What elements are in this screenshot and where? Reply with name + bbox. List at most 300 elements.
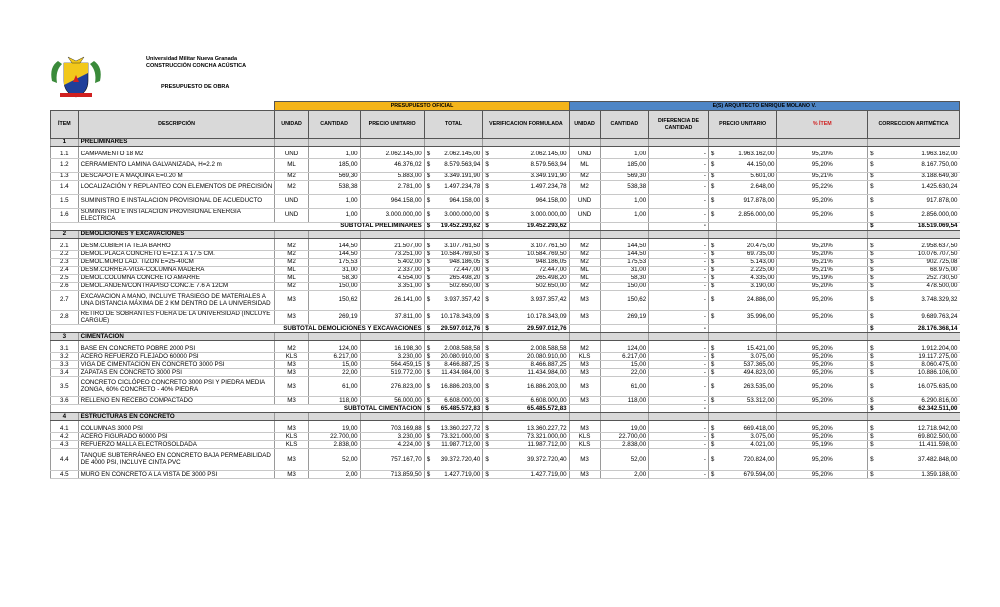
item-unit-2: M2 xyxy=(569,259,600,267)
item-percent: 95,20% xyxy=(777,151,868,159)
item-verification xyxy=(483,353,569,361)
item-unit-price-2 xyxy=(708,181,777,195)
currency-symbol: $ xyxy=(870,368,874,376)
currency-symbol: $ xyxy=(870,432,874,440)
item-total xyxy=(424,243,483,251)
table-row xyxy=(51,159,960,173)
section-header-cell xyxy=(600,139,649,147)
item-quantity-2: 269,19 xyxy=(600,311,649,325)
item-percent: 95,21% xyxy=(777,267,868,275)
subtotal-label: SUBTOTAL CIMENTACION xyxy=(51,405,425,413)
item-correction xyxy=(868,369,960,377)
item-unit-price: 703.169,88 xyxy=(360,425,424,433)
item-number: 2.3 xyxy=(51,259,79,267)
currency-symbol: $ xyxy=(870,282,874,290)
subtotal-verification xyxy=(483,223,569,231)
item-total-value: 3.000.000,00 xyxy=(444,211,481,219)
item-unit-2: M3 xyxy=(569,291,600,311)
item-unit: UND xyxy=(275,195,308,209)
item-unit-price-2-value: 4.335,00 xyxy=(750,274,775,282)
table-row xyxy=(51,181,960,195)
item-quantity-2: 185,00 xyxy=(600,159,649,173)
item-unit: M2 xyxy=(275,283,308,291)
item-quantity: 1,00 xyxy=(308,195,360,209)
item-quantity-2: 22,00 xyxy=(600,369,649,377)
item-number: 2.2 xyxy=(51,251,79,259)
item-total-value: 3.937.357,42 xyxy=(444,296,481,304)
item-number: 3.2 xyxy=(51,353,79,361)
item-correction xyxy=(868,259,960,267)
item-quantity-2: 22.700,00 xyxy=(600,433,649,441)
item-unit-price-2-value: 35.996,00 xyxy=(746,313,775,321)
currency-symbol: $ xyxy=(485,368,489,376)
item-total xyxy=(424,283,483,291)
currency-symbol: $ xyxy=(870,404,874,412)
currency-symbol: $ xyxy=(870,161,874,169)
item-quantity-difference: - xyxy=(649,311,709,325)
currency-symbol: $ xyxy=(870,382,874,390)
item-description: DEMOL.COLUMNA CONCRETO AMARRE xyxy=(78,275,275,283)
item-unit-price-2-value: 44.150,00 xyxy=(746,161,775,169)
section-header-cell xyxy=(777,139,868,147)
item-correction xyxy=(868,449,960,471)
item-quantity: 52,00 xyxy=(308,449,360,471)
item-percent: 95,20% xyxy=(777,449,868,471)
currency-symbol: $ xyxy=(710,161,715,169)
item-verification-value: 13.360.227,72 xyxy=(527,425,567,432)
table-row xyxy=(51,283,960,291)
currency-symbol: $ xyxy=(485,266,489,274)
university-name: Universidad Militar Nueva Granada xyxy=(146,56,238,62)
currency-symbol: $ xyxy=(710,197,715,205)
item-number: 1.5 xyxy=(51,195,79,209)
item-percent: 95,21% xyxy=(777,173,868,181)
subtotal-difference: - xyxy=(649,223,709,231)
item-quantity-2: 124,00 xyxy=(600,345,649,353)
item-unit-price: 757.167,70 xyxy=(360,449,424,471)
item-unit-price: 56.000,00 xyxy=(360,397,424,405)
item-unit: M2 xyxy=(275,243,308,251)
currency-symbol: $ xyxy=(485,455,489,463)
item-description: DESM.CUBIERTA TEJA BARRO xyxy=(78,243,275,251)
budget-table xyxy=(50,101,960,479)
official-budget-band: PRESUPUESTO OFICIAL xyxy=(275,102,569,111)
item-percent: 95,20% xyxy=(777,243,868,251)
subtotal-empty xyxy=(569,223,600,231)
item-quantity-2: 2.838,00 xyxy=(600,441,649,449)
item-quantity: 6.217,00 xyxy=(308,353,360,361)
col-header-total: TOTAL xyxy=(424,111,483,139)
item-quantity-2: 19,00 xyxy=(600,425,649,433)
item-correction xyxy=(868,291,960,311)
section-header-cell xyxy=(649,333,709,341)
currency-symbol: $ xyxy=(485,197,489,205)
item-total-value: 16.886.203,00 xyxy=(440,382,481,390)
item-correction xyxy=(868,377,960,397)
item-description: RELLENO EN RECEBO COMPACTADO xyxy=(78,397,275,405)
item-correction-value: 9.689.763,24 xyxy=(921,313,958,321)
item-correction xyxy=(868,159,960,173)
item-description: LOCALIZACIÓN Y REPLANTEO CON ELEMENTOS DE PRECISIÓN xyxy=(78,181,275,195)
university-logo xyxy=(46,55,106,101)
section-number: 3 xyxy=(51,333,79,341)
item-verification-value: 3.000.000,00 xyxy=(530,211,567,219)
column-header-row xyxy=(51,111,960,139)
item-unit-price-2-value: 1.963.162,00 xyxy=(738,151,775,158)
table-row xyxy=(51,345,960,353)
item-unit-price-2 xyxy=(708,425,777,433)
col-header-description: DESCRIPCIÓN xyxy=(78,111,275,139)
item-verification-value: 3.107.761,50 xyxy=(530,243,567,250)
subtotal-row xyxy=(51,223,960,231)
section-title: ESTRUCTURAS EN CONCRETO xyxy=(78,413,275,421)
item-unit-price-2-value: 537.365,00 xyxy=(743,360,775,368)
item-unit-price: 21.507,00 xyxy=(360,243,424,251)
item-total-value: 3.349.191,90 xyxy=(444,172,481,180)
subtotal-difference: - xyxy=(649,405,709,413)
item-quantity: 31,00 xyxy=(308,267,360,275)
col-header-unit-2: UNIDAD xyxy=(569,111,600,139)
item-number: 1.3 xyxy=(51,173,79,181)
item-description: SUMINISTRO E INSTALACION PROVISIONAL DE ACUEDUCTO xyxy=(78,195,275,209)
item-verification-value: 10.178.343,09 xyxy=(527,313,567,321)
currency-symbol: $ xyxy=(870,352,874,360)
item-unit-price-2 xyxy=(708,471,777,479)
currency-symbol: $ xyxy=(485,282,489,290)
item-correction-value: 3.748.329,32 xyxy=(921,296,958,304)
table-row xyxy=(51,173,960,181)
item-unit-price: 276.823,00 xyxy=(360,377,424,397)
currency-symbol: $ xyxy=(426,197,431,205)
item-correction-value: 19.117.275,00 xyxy=(918,352,958,360)
table-row xyxy=(51,441,960,449)
column-group-band xyxy=(51,102,960,111)
item-quantity: 1,00 xyxy=(308,151,360,159)
item-unit-2: ML xyxy=(569,159,600,173)
item-unit-2: M3 xyxy=(569,361,600,369)
item-unit-price: 2.337,00 xyxy=(360,267,424,275)
item-unit-2: KLS xyxy=(569,433,600,441)
subtotal-empty xyxy=(569,325,600,333)
currency-symbol: $ xyxy=(870,183,874,191)
item-unit-2: M2 xyxy=(569,173,600,181)
item-unit-price-2 xyxy=(708,275,777,283)
item-correction xyxy=(868,267,960,275)
item-quantity: 150,00 xyxy=(308,283,360,291)
currency-symbol: $ xyxy=(710,183,715,191)
item-description: DEMOL.PLACA CONCRETO E=12.1 A 17.5 CM. xyxy=(78,251,275,259)
item-quantity-2: 61,00 xyxy=(600,377,649,397)
item-unit: M3 xyxy=(275,361,308,369)
item-description: MURO EN CONCRETO A LA VISTA DE 3000 PSI xyxy=(78,471,275,479)
currency-symbol: $ xyxy=(426,352,431,360)
item-quantity-difference: - xyxy=(649,425,709,433)
currency-symbol: $ xyxy=(710,250,715,258)
currency-symbol: $ xyxy=(426,404,431,412)
table-row xyxy=(51,361,960,369)
currency-symbol: $ xyxy=(485,222,489,230)
item-description: RETIRO DE SOBRANTES FUERA DE LA UNIVERSIDAD (INCLUYE CARGUE) xyxy=(78,311,275,325)
section-header-cell xyxy=(708,333,777,341)
item-number: 2.4 xyxy=(51,267,79,275)
item-total-value: 3.107.761,50 xyxy=(444,243,481,250)
item-total-value: 8.579.563,94 xyxy=(444,161,481,169)
document-title: PRESUPUESTO DE OBRA xyxy=(161,84,230,90)
item-unit-2: KLS xyxy=(569,441,600,449)
item-quantity-difference: - xyxy=(649,243,709,251)
currency-symbol: $ xyxy=(426,440,431,448)
item-percent: 95,19% xyxy=(777,275,868,283)
subtotal-correction-value: 28.176.368,14 xyxy=(917,324,958,332)
subtotal-difference: - xyxy=(649,325,709,333)
item-description: CAMPAMENTO 18 M2 xyxy=(78,151,275,159)
item-verification-value: 3.937.357,42 xyxy=(530,296,567,304)
section-header-cell xyxy=(868,231,960,239)
currency-symbol: $ xyxy=(485,313,489,321)
item-unit-price: 16.198,30 xyxy=(360,345,424,353)
item-verification xyxy=(483,369,569,377)
item-verification-value: 8.466.887,25 xyxy=(530,360,567,368)
item-quantity: 22.700,00 xyxy=(308,433,360,441)
subtotal-label: SUBTOTAL PRELIMINARES xyxy=(51,223,425,231)
item-description: TANQUE SUBTERRÁNEO EN CONCRETO BAJA PERMEABILIDAD DE 4000 PSI, INCLUYE CINTA PVC xyxy=(78,449,275,471)
item-description: COLUMNAS 3000 PSI xyxy=(78,425,275,433)
item-total-value: 39.372.720,40 xyxy=(440,455,481,463)
item-unit-price-2-value: 4.021,00 xyxy=(750,440,775,448)
currency-symbol: $ xyxy=(870,425,874,432)
table-row xyxy=(51,449,960,471)
item-verification-value: 11.434.984,00 xyxy=(527,368,567,376)
item-unit-price: 46.376,02 xyxy=(360,159,424,173)
item-total-value: 1.497.234,78 xyxy=(444,183,481,191)
currency-symbol: $ xyxy=(710,296,715,304)
currency-symbol: $ xyxy=(485,296,489,304)
section-header-cell xyxy=(308,413,360,421)
item-unit-price: 5.402,00 xyxy=(360,259,424,267)
section-header-cell xyxy=(569,139,600,147)
item-unit-price-2 xyxy=(708,369,777,377)
section-header-cell xyxy=(868,413,960,421)
currency-symbol: $ xyxy=(426,345,431,352)
item-unit-price-2 xyxy=(708,345,777,353)
item-percent: 95,20% xyxy=(777,251,868,259)
item-unit-price-2 xyxy=(708,267,777,275)
item-description: ACERO REFUERZO FLEJADO 60000 PSI xyxy=(78,353,275,361)
item-unit-price-2 xyxy=(708,259,777,267)
item-unit: M3 xyxy=(275,291,308,311)
item-unit-price-2-value: 5.143,00 xyxy=(750,258,775,266)
item-unit-price-2-value: 263.535,00 xyxy=(743,382,775,390)
item-quantity-2: 15,00 xyxy=(600,361,649,369)
currency-symbol: $ xyxy=(870,440,874,448)
item-correction-value: 6.290.816,00 xyxy=(921,396,958,404)
subtotal-empty xyxy=(777,405,868,413)
col-header-quantity-2: CANTIDAD xyxy=(600,111,649,139)
subtotal-empty xyxy=(777,325,868,333)
currency-symbol: $ xyxy=(426,324,431,332)
organization-heading xyxy=(146,56,246,70)
item-verification-value: 948.186,05 xyxy=(535,258,567,266)
section-header-cell xyxy=(308,333,360,341)
item-verification-value: 73.321.000,00 xyxy=(527,432,567,440)
item-quantity-2: 538,38 xyxy=(600,181,649,195)
currency-symbol: $ xyxy=(426,151,431,158)
item-quantity-2: 175,53 xyxy=(600,259,649,267)
item-correction-value: 10.076.707,50 xyxy=(917,250,958,258)
section-header-cell xyxy=(360,139,424,147)
item-unit-price-2-value: 494.823,00 xyxy=(743,368,775,376)
item-quantity-difference: - xyxy=(649,275,709,283)
item-unit: M3 xyxy=(275,471,308,479)
item-percent: 95,20% xyxy=(777,433,868,441)
item-quantity-2: 150,00 xyxy=(600,283,649,291)
currency-symbol: $ xyxy=(870,455,874,463)
item-unit-price-2-value: 69.735,00 xyxy=(746,250,775,258)
item-quantity-2: 150,62 xyxy=(600,291,649,311)
table-row xyxy=(51,275,960,283)
item-percent: 95,20% xyxy=(777,425,868,433)
currency-symbol: $ xyxy=(485,161,489,169)
item-quantity: 2,00 xyxy=(308,471,360,479)
item-unit-price: 3.230,00 xyxy=(360,433,424,441)
currency-symbol: $ xyxy=(870,274,874,282)
item-quantity-2: 58,30 xyxy=(600,275,649,283)
item-description: VIGA DE CIMENTACION EN CONCRETO 3000 PSI xyxy=(78,361,275,369)
item-quantity-difference: - xyxy=(649,433,709,441)
item-quantity-difference: - xyxy=(649,173,709,181)
col-header-item: ÍTEM xyxy=(51,111,79,139)
section-number: 1 xyxy=(51,139,79,147)
item-number: 3.3 xyxy=(51,361,79,369)
currency-symbol: $ xyxy=(426,211,431,219)
item-verification xyxy=(483,275,569,283)
item-verification-value: 1.497.234,78 xyxy=(530,183,567,191)
section-header-cell xyxy=(424,333,483,341)
item-correction-value: 68.975,00 xyxy=(929,266,958,274)
currency-symbol: $ xyxy=(426,313,431,321)
currency-symbol: $ xyxy=(485,470,489,478)
subtotal-empty xyxy=(600,405,649,413)
item-unit-price-2 xyxy=(708,397,777,405)
item-unit-2: M2 xyxy=(569,283,600,291)
item-unit-price: 4.224,00 xyxy=(360,441,424,449)
item-verification xyxy=(483,433,569,441)
section-header-cell xyxy=(424,139,483,147)
item-percent: 95,20% xyxy=(777,377,868,397)
item-unit: M3 xyxy=(275,449,308,471)
item-total-value: 10.178.343,09 xyxy=(440,313,481,321)
col-header-verification: VERIFICACION FORMULADA xyxy=(483,111,569,139)
item-verification xyxy=(483,283,569,291)
item-unit-price-2 xyxy=(708,209,777,223)
section-header-cell xyxy=(708,413,777,421)
item-unit: M2 xyxy=(275,259,308,267)
currency-symbol: $ xyxy=(710,282,715,290)
item-unit-2: UND xyxy=(569,195,600,209)
item-unit-2: KLS xyxy=(569,353,600,361)
section-header-cell xyxy=(708,231,777,239)
item-unit-price-2-value: 24.886,00 xyxy=(746,296,775,304)
col-header-quantity-difference: DIFERENCIA DE CANTIDAD xyxy=(649,111,709,139)
item-correction-value: 69.802.500,00 xyxy=(917,432,958,440)
item-quantity-difference: - xyxy=(649,397,709,405)
item-correction-value: 1.963.162,00 xyxy=(921,151,958,158)
item-total-value: 72.447,00 xyxy=(452,266,481,274)
item-verification xyxy=(483,311,569,325)
item-unit-price: 5.883,00 xyxy=(360,173,424,181)
currency-symbol: $ xyxy=(870,396,874,404)
item-total xyxy=(424,259,483,267)
section-header-cell xyxy=(600,231,649,239)
item-verification xyxy=(483,471,569,479)
currency-symbol: $ xyxy=(710,211,715,219)
subtotal-verification xyxy=(483,325,569,333)
currency-symbol: $ xyxy=(870,360,874,368)
currency-symbol: $ xyxy=(426,243,431,250)
item-verification-value: 502.650,00 xyxy=(535,282,567,290)
item-percent: 95,20% xyxy=(777,291,868,311)
item-total xyxy=(424,275,483,283)
item-percent: 95,20% xyxy=(777,345,868,353)
item-verification xyxy=(483,159,569,173)
currency-symbol: $ xyxy=(485,151,489,158)
currency-symbol: $ xyxy=(870,313,874,321)
item-description: ZAPATAS EN CONCRETO 3000 PSI xyxy=(78,369,275,377)
item-quantity: 61,00 xyxy=(308,377,360,397)
item-total-value: 8.466.887,25 xyxy=(444,360,481,368)
section-header-cell xyxy=(777,231,868,239)
item-quantity-difference: - xyxy=(649,441,709,449)
item-description: SUMINISTRO E INSTALACION PROVISIONAL ENERGIA ELECTRICA xyxy=(78,209,275,223)
item-unit-price-2-value: 917.878,00 xyxy=(743,197,775,205)
table-row xyxy=(51,291,960,311)
item-verification xyxy=(483,243,569,251)
item-total-value: 6.608.000,00 xyxy=(444,396,481,404)
subtotal-row xyxy=(51,405,960,413)
item-verification-value: 3.349.191,90 xyxy=(530,172,567,180)
item-correction xyxy=(868,243,960,251)
item-unit-price-2-value: 53.312,00 xyxy=(746,396,775,404)
section-header-cell xyxy=(275,139,308,147)
item-total xyxy=(424,353,483,361)
item-verification xyxy=(483,361,569,369)
currency-symbol: $ xyxy=(870,151,874,158)
item-verification xyxy=(483,377,569,397)
item-unit: M2 xyxy=(275,251,308,259)
currency-symbol: $ xyxy=(870,296,874,304)
section-header-cell xyxy=(483,333,569,341)
item-description: EXCAVACION A MANO, INCLUYE TRASIEGO DE MATERIALES A UNA DISTANCIA MÁXIMA DE 2 KM DENTRO DE LA UNIVERSIDAD xyxy=(78,291,275,311)
item-quantity-2: 118,00 xyxy=(600,397,649,405)
item-correction xyxy=(868,195,960,209)
item-unit-price-2 xyxy=(708,151,777,159)
item-unit-price-2 xyxy=(708,311,777,325)
item-percent: 95,20% xyxy=(777,283,868,291)
currency-symbol: $ xyxy=(426,368,431,376)
item-correction xyxy=(868,181,960,195)
item-quantity-difference: - xyxy=(649,251,709,259)
currency-symbol: $ xyxy=(485,211,489,219)
section-header-cell xyxy=(649,413,709,421)
currency-symbol: $ xyxy=(710,151,715,158)
currency-symbol: $ xyxy=(485,404,489,412)
item-total xyxy=(424,311,483,325)
subtotal-empty xyxy=(708,223,777,231)
currency-symbol: $ xyxy=(485,258,489,266)
item-verification xyxy=(483,449,569,471)
currency-symbol: $ xyxy=(870,324,874,332)
item-unit-price-2-value: 5.601,00 xyxy=(750,172,775,180)
